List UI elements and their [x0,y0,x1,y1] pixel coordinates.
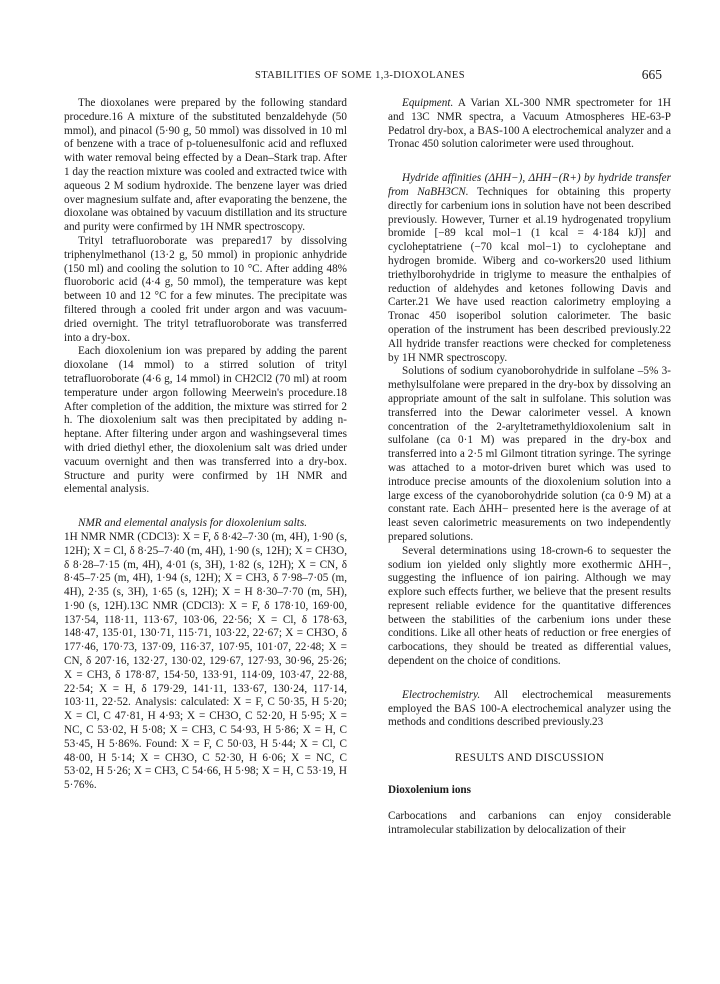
electrochemistry-heading: Electrochemistry. [402,688,481,701]
left-column [64,97,347,793]
right-column [388,97,671,837]
hydride-heading: Hydride affinities (ΔHH−), ΔHH−(R+) by hydride transfer from NaBH3CN. [388,172,671,198]
running-title: STABILITIES OF SOME 1,3-DIOXOLANES [255,70,465,81]
equipment-heading: Equipment. [402,97,454,109]
running-head [0,67,720,90]
equipment-paragraph [388,97,671,152]
trityl-paragraph: Trityl tetrafluoroborate was prepared17 by dissolving triphenylmethanol (13·2 g, 50 mmol) in propionic anhydride (150 ml) and cooling the solution to 10 °C. After adding 48% fluoroboric acid (4·4 g, 50 mmol), the temperature was kept between 10 and 12 °C for a few minutes. The precipitate was filtered through a cooled frit under argon and was vacuum-dried overnight. The trityl tetrafluoroborate was transferred into a dry-box. [64,234,347,344]
equipment-body: A Varian XL-300 NMR spectrometer for 1H and 13C NMR spectra, a Vacuum Atmospheres HE-63-P Pedatrol dry-box, a BAS-100 A electrochemical analyzer and a Tronac 450 solution calorimeter were used throughout. [388,97,671,151]
nmr-analysis-heading: NMR and elemental analysis for dioxolenium salts. [78,517,308,530]
hydride-body: Techniques for obtaining this property directly for carbenium ions in solution have not been described previously. However, Turner et al.19 hydrogenated tropylium bromide [−89 kcal mol−1 (1 kcal = 4·184 kJ)] and cycloheptatriene (−70 kcal mol−1) to cycloheptane and hydrogen bromide. Wiberg and co-workers20 used lithium triethylborohydride in triglyme to measure the enthalpies of reduction of aldehydes and ketones following Davis and Carter.21 We have used reaction calorimetry employing a Tronac 450 isoperibol solution calorimeter. The basic operation of the instrument has been described previously.22 All hydride transfer reactions were checked for completeness by 1H NMR spectroscopy. [388,185,671,364]
dioxolenium-paragraph: Each dioxolenium ion was prepared by adding the parent dioxolane (14 mmol) to a stirred solution of trityl tetrafluoroborate (4·6 g, 14 mmol) in CH2Cl2 (70 ml) at room temperature under argon following Meerwein's procedure.18 After completion of the addition, the mixture was stirred for 2 h. The dioxolenium salt was then precipitated by adding n-heptane. After filtering under argon and washingseveral times with dried diethyl ether, the dioxolenium salt was dried under vacuum overnight and then was transferred into a dry-box. Structure and purity were confirmed by 1H NMR and elemental analysis. [64,345,347,496]
crown-ether-paragraph: Several determinations using 18-crown-6 to sequester the sodium ion yielded only slightly more exothermic ΔHH−, suggesting the influence of ion pairing. Although we may explore such effects further, we believe that the present results represent reliable evidence for the quantitative differences between the stabilities of the carbenium ions under these conditions. Like all other heats of reduction or free energies of carbocations, they should be treated as differential values, dependent on the choice of conditions. [388,544,671,668]
electrochemistry-paragraph [388,689,671,730]
dioxolenium-subsection-title: Dioxolenium ions [388,784,471,797]
dioxolenium-ions-paragraph: Carbocations and carbanions can enjoy considerable intramolecular stabilization by delocalization of their [388,809,671,836]
hydride-paragraph [388,172,671,365]
solutions-paragraph: Solutions of sodium cyanoborohydride in sulfolane –5% 3-methylsulfolane were prepared in the dry-box by dissolving an appropriate amount of the salt in sulfolane. This solution was transferred into the Dewar calorimeter vessel. A known concentration of the 2-aryltetramethyldioxolenium salt in sulfolane (ca 0·1 M) was prepared in the dry-box and transferred into a 2·5 ml Gilmont titration syringe. The syringe was attached to a motor-driven buret which was used to introduce precise amounts of the dioxolenium solution into a large excess of the cyanoborohydride solution (ca 0·9 M) at a constant rate. Each ΔHH− presented here is the average of at least seven calorimetric measurements on two independently prepared solutions. [388,365,671,543]
nmr-analysis-paragraph [64,517,347,793]
results-section-title: RESULTS AND DISCUSSION [454,752,605,765]
procedure-dioxolanes-paragraph: The dioxolanes were prepared by the following standard procedure.16 A mixture of the substituted benzaldehyde (50 mmol), and pinacol (5·90 g, 50 mmol) was dissolved in 10 ml of benzene with a trace of p-toluenesulfonic acid and refluxed with water removal being effected by a Dean–Stark trap. After 1 day the reaction mixture was cooled and extracted twice with aqueous 2 M sodium hydroxide. The benzene layer was dried over magnesium sulfate and, after evaporating the benzene, the dioxolane was obtained by vacuum distillation and its structure and purity were confirmed by 1H NMR spectroscopy. [64,97,347,234]
nmr-analysis-body: 1H NMR NMR (CDCl3): X = F, δ 8·42–7·30 (m, 4H), 1·90 (s, 12H); X = Cl, δ 8·25–7·40 (m, 4H), 1·90 (s, 12H); X = CH3O, δ 8·28–7·15 (m, 4H), 4·01 (s, 3H), 1·82 (s, 12H); X = CN, δ 8·45–7·25 (m, 4H), 1·94 (s, 12H); X = CH3, δ 7·98–7·05 (m, 4H), 2·35 (s, 3H), 1·65 (s, 12H); X = H 8·30–7·70 (m, 5H), 1·90 (s, 12H).13C NMR (CDCl3): X = F, δ 178·10, 169·00, 137·54, 118·11, 113·67, 103·06, 22·56; X = Cl, δ 178·63, 148·47, 135·01, 130·71, 115·71, 103·22, 22·67; X = CH3O, δ 177·46, 170·73, 137·09, 116·37, 107·95, 101·07, 22·48; X = CN, δ 207·16, 132·27, 130·02, 129·67, 127·93, 30·96, 25·26; X = CH3, δ 178·87, 154·50, 133·91, 114·09, 103·47, 22·88, 22·54; X = H, δ 179·29, 141·11, 133·67, 130·24, 117·14, 103·11, 22·52. Analysis: calculated: X = F, C 50·35, H 5·20; X = Cl, C 47·81, H 4·93; X = CH3O, C 52·20, H 5·95; X = NC, C 53·02, H 5·08; X = CH3, C 54·93, H 5·86; X = H, C 53·45, H 5·86%. Found: X = F, C 50·03, H 5·44; X = Cl, C 48·00, H 5·14; X = CH3O, C 52·30, H 6·06; X = NC, C 53·02, H 5·26; X = CH3, C 54·66, H 5·98; X = H, C 53·19, H 5·76%. [64,530,347,792]
electrochemistry-body: All electrochemical measurements employed the BAS 100-A electrochemical analyzer using the methods and conditions described previously.23 [388,688,671,729]
page-number: 665 [641,67,662,82]
